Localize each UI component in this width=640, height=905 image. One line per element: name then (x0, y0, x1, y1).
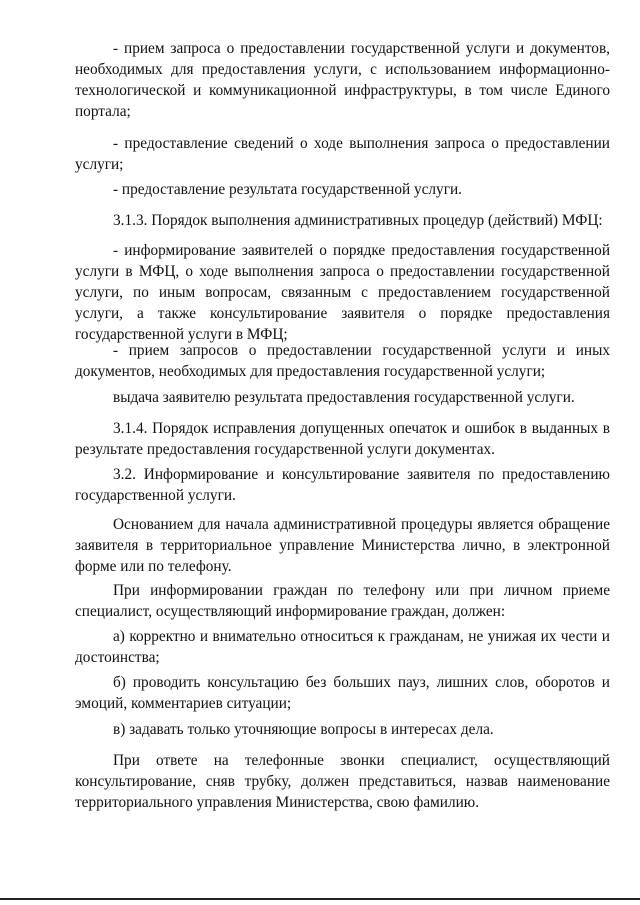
paragraph-request-status: - предоставление сведений о ходе выполнения запроса о предоставлении услуги; (75, 135, 610, 173)
paragraph-item-b: б) проводить консультацию без больших пауз, лишних слов, оборотов и эмоций, комментариев ситуации; (75, 674, 610, 712)
paragraph-mfc-informing: - информирование заявителей о порядке предоставления государственной услуги в МФЦ, о ходе выполнения запроса о предоставлении государственной услуги, по иным вопросам, связанным с предоставлением государственной услуги, а также консультирование заявителя о порядке предоставления государственной услуги в МФЦ; (75, 242, 610, 343)
paragraph-section-3-1-3: 3.1.3. Порядок выполнения административных процедур (действий) МФЦ: (113, 212, 603, 229)
paragraph-service-result: - предоставление результата государственной услуги. (113, 181, 462, 198)
paragraph-section-3-2: 3.2. Информирование и консультирование заявителя по предоставлению государственной услуги. (75, 466, 610, 504)
paragraph-section-3-1-4: 3.1.4. Порядок исправления допущенных опечаток и ошибок в выданных в результате предоставления государственной услуги документах. (75, 420, 610, 458)
paragraph-phone-answering: При ответе на телефонные звонки специалист, осуществляющий консультирование, сняв трубку, должен представиться, назвав наименование территориального управления Министерства, свою фамилию. (75, 752, 610, 811)
paragraph-item-a: а) корректно и внимательно относиться к гражданам, не унижая их чести и достоинства; (75, 628, 610, 666)
paragraph-result-issuance: выдача заявителю результата предоставления государственной услуги. (113, 389, 575, 406)
paragraph-mfc-request-intake: - прием запросов о предоставлении государственной услуги и иных документов, необходимых для предоставления государственной услуги; (75, 342, 610, 380)
paragraph-item-v: в) задавать только уточняющие вопросы в интересах дела. (113, 721, 494, 738)
paragraph-portal-request: - прием запроса о предоставлении государственной услуги и документов, необходимых для предоставления услуги, с использованием информационно-технологической и коммуникационной инфраструктуры, в том числе Единого портала; (75, 40, 610, 120)
paragraph-specialist-duties: При информировании граждан по телефону или при личном приеме специалист, осуществляющий информирование граждан, должен: (75, 582, 610, 620)
paragraph-procedure-basis: Основанием для начала административной процедуры является обращение заявителя в территориальное управление Министерства лично, в электронной форме или по телефону. (75, 516, 610, 575)
page-bottom-rule (0, 898, 640, 900)
